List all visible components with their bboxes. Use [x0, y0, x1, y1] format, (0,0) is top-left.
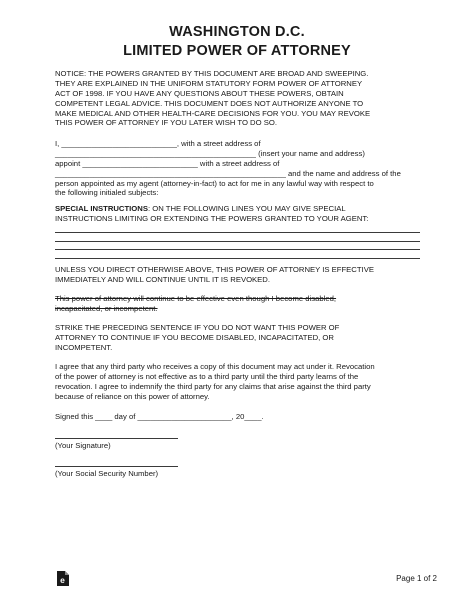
signed-date-text: Signed this ____ day of ______________________, 20____. — [55, 412, 264, 421]
special-instructions-line-2: INSTRUCTIONS LIMITING OR EXTENDING THE POWERS GRANTED TO YOUR AGENT: — [55, 213, 369, 223]
effective-line: IMMEDIATELY AND WILL CONTINUE UNTIL IT IS REVOKED. — [55, 274, 270, 284]
strike-note-line: ATTORNEY TO CONTINUE IF YOU BECOME DISABLED, INCAPACITATED, OR — [55, 332, 334, 342]
document-title-line-1: WASHINGTON D.C. — [169, 24, 305, 40]
notice-paragraph — [55, 69, 420, 128]
strike-note-line: STRIKE THE PRECEDING SENTENCE IF YOU DO NOT WANT THIS POWER OF — [55, 323, 340, 332]
third-party-line: revocation. I agree to indemnify the third party for any claims that arise against the third party — [55, 381, 371, 391]
instruction-blank-line[interactable] — [55, 232, 420, 233]
special-instructions-label: SPECIAL INSTRUCTIONS — [55, 204, 148, 213]
notice-line: NOTICE: THE POWERS GRANTED BY THIS DOCUMENT ARE BROAD AND SWEEPING. — [55, 69, 369, 78]
eforms-logo-icon — [56, 571, 69, 586]
ssn-line[interactable] — [55, 466, 178, 467]
third-party-line: because of reliance on this power of attorney. — [55, 391, 210, 401]
strike-note-paragraph — [55, 323, 420, 353]
principal-agent-paragraph — [55, 139, 420, 198]
notice-line: THIS POWER OF ATTORNEY IF YOU LATER WISH TO DO SO. — [55, 118, 277, 128]
instruction-blank-line[interactable] — [55, 249, 420, 250]
durable-line: incapacitated, or incompetent. — [55, 303, 158, 313]
signature-label: (Your Signature) — [55, 441, 111, 450]
principal-line: _______________________________________________ (insert your name and address) — [55, 148, 365, 158]
document-title-line-2: LIMITED POWER OF ATTORNEY — [123, 43, 351, 59]
signed-date-line — [55, 412, 420, 422]
principal-line: person appointed as my agent (attorney-in-fact) to act for me in any lawful way with respect to — [55, 178, 374, 188]
notice-line: COMPETENT LEGAL ADVICE. THIS DOCUMENT DOES NOT AUTHORIZE ANYONE TO — [55, 98, 364, 108]
principal-line: ______________________________________________________ and the name and address of the — [55, 168, 401, 178]
special-instructions-blank-lines — [55, 232, 420, 259]
instruction-blank-line[interactable] — [55, 258, 420, 259]
svg-text:e: e — [60, 575, 65, 585]
special-instructions-heading — [55, 204, 420, 224]
instruction-blank-line[interactable] — [55, 241, 420, 242]
special-instructions-text: : ON THE FOLLOWING LINES YOU MAY GIVE SPECIAL — [147, 204, 346, 213]
strike-note-line: INCOMPETENT. — [55, 342, 113, 352]
third-party-line: I agree that any third party who receives a copy of this document may act under it. Revocation — [55, 362, 375, 371]
third-party-line: of the power of attorney is not effective as to a third party until the third party learns of the — [55, 371, 359, 381]
special-instructions-line-1 — [55, 204, 420, 214]
notice-line: MAKE MEDICAL AND OTHER HEALTH-CARE DECISIONS FOR YOU. YOU MAY REVOKE — [55, 108, 371, 118]
notice-line: THEY ARE EXPLAINED IN THE UNIFORM STATUTORY FORM POWER OF ATTORNEY — [55, 78, 363, 88]
notice-line: ACT OF 1998. IF YOU HAVE ANY QUESTIONS ABOUT THESE POWERS, OBTAIN — [55, 88, 344, 98]
signature-line[interactable] — [55, 438, 178, 439]
effective-paragraph — [55, 265, 420, 285]
third-party-paragraph — [55, 362, 420, 402]
principal-line: appoint ___________________________ with a street address of — [55, 158, 280, 168]
principal-line: I, ___________________________, with a street address of — [55, 139, 261, 148]
effective-line: UNLESS YOU DIRECT OTHERWISE ABOVE, THIS POWER OF ATTORNEY IS EFFECTIVE — [55, 265, 374, 274]
durable-clause — [55, 294, 420, 314]
page-number: Page 1 of 2 — [396, 574, 437, 583]
durable-line: This power of attorney will continue to be effective even though I become disabled, — [55, 294, 337, 303]
ssn-label: (Your Social Security Number) — [55, 469, 159, 478]
principal-line: the following initialed subjects: — [55, 188, 159, 198]
